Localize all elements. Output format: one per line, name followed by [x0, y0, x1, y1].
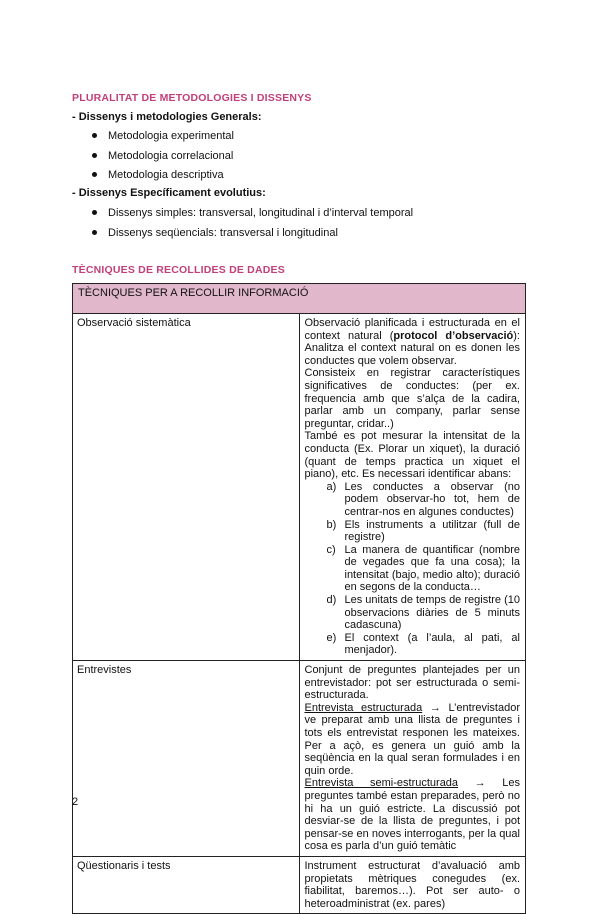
list-item: Dissenys seqüencials: transversal i longitudinal: [90, 226, 413, 246]
row-label-interviews: Entrevistes: [73, 661, 300, 857]
list-item: c) La manera de quantificar (nombre de vegades que fa una cosa); la intensitat (bajo, medio alto); duració en segons de la conducta…: [326, 543, 520, 594]
list-item: e) El context (a l’aula, al pati, al menjador).: [326, 631, 520, 657]
list-item: Metodologia experimental: [90, 129, 234, 149]
list-item: Dissenys simples: transversal, longitudinal i d’interval temporal: [90, 206, 413, 226]
row-label-observation: Observació sistemàtica: [73, 314, 300, 661]
requirements-list: [305, 481, 521, 657]
list-item: Metodologia descriptiva: [90, 168, 234, 188]
section-title-methodologies: PLURALITAT DE METODOLOGIES I DISSENYS: [72, 92, 312, 104]
table-row: [73, 314, 526, 661]
techniques-table: [72, 283, 526, 914]
section-title-techniques: TÈCNIQUES DE RECOLLIDES DE DADES: [72, 264, 285, 276]
table-row: [73, 661, 526, 857]
row-content-questionnaires: Instrument estructurat d’avaluació amb propietats mètriques conegudes (ex. fiabilitat, baremos…). Pot ser auto- o heteroadministrat (ex. pares): [299, 856, 526, 913]
list-item: a) Les conductes a observar (no podem observar-ho tot, hem de centrar-nos en algunes conductes): [326, 480, 520, 518]
row-content-interviews: Conjunt de preguntes plantejades per un entrevistador: pot ser estructurada o semi-estructurada. Entrevista estructurada → L’entrevistador ve preparat amb una llista de preguntes i tots els entrevistat responen les mateixes. Per a açò, es genera un guió amb la seqüència en la qual seran formulades i en quin orde. Entrevista semi-estructurada → Les preguntes també estan preparades, però no hi ha un guió estricte. La discussió pot desviar-se de la llista de preguntes, i pot pensar-se en noves interrogants, per la qual cosa es parla d’un guió temàtic: [299, 661, 526, 857]
table-header: TÈCNIQUES PER A RECOLLIR INFORMACIÓ: [73, 284, 526, 314]
row-label-questionnaires: Qüestionaris i tests: [73, 856, 300, 913]
list-item: b) Els instruments a utilitzar (full de registre): [326, 518, 520, 544]
group-label-evolutive: - Dissenys Específicament evolutius:: [72, 187, 266, 199]
general-designs-list: [90, 129, 234, 188]
list-item: d) Les unitats de temps de registre (10 observacions diàries de 5 minuts cadascuna): [326, 594, 520, 632]
page-number: 2: [72, 796, 79, 808]
list-item: Metodologia correlacional: [90, 149, 234, 169]
evolutive-designs-list: [90, 206, 413, 245]
group-label-general: - Dissenys i metodologies Generals:: [72, 111, 262, 123]
row-content-observation: Observació planificada i estructurada en el context natural (protocol d’observació): Analitza el context natural on es donen les conductes que volem observar. Consisteix en registrar característiques significatives de conductes: (per ex. frequencia amb que s’alça de la cadira, parlar amb un company, parlar sense preguntar, cridar..) També es pot mesurar la intensitat de la conducta (Ex. Plorar un xiquet), la duració (quant de temps practica un xiquet el piano), etc. Es necessari identificar abans: a) Les conductes a observar (no podem observar-ho tot, hem de centrar-nos en algunes conductes) b) Els instruments a utilitzar (full de registre) c) La manera de quantificar (nombre de vegades que fa una cosa); la intensitat (bajo, medio alto); duració en segons de la conducta… d) Les unitats de temps de registre (10 observacions diàries de 5 minuts cadascuna) e) El context (a l’aula, al pati, al menjador).: [299, 314, 526, 661]
table-row: [73, 856, 526, 913]
